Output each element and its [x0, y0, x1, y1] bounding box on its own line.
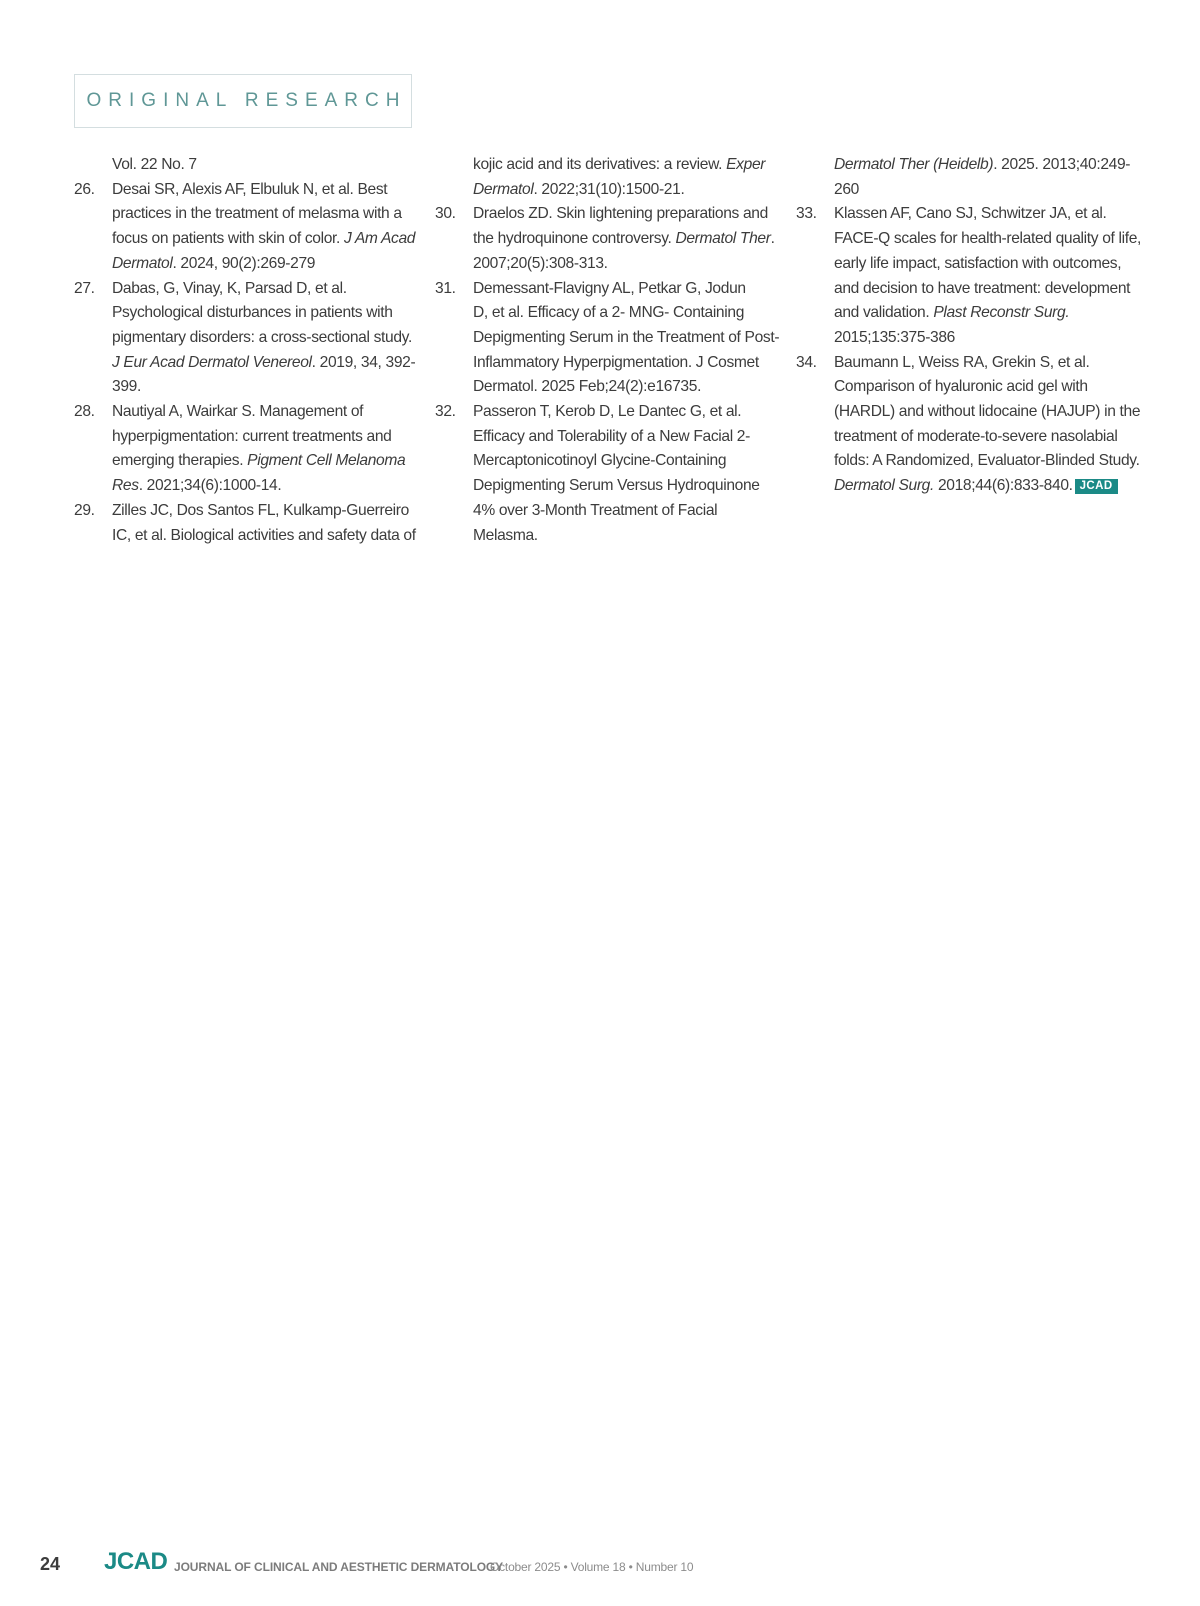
reference-text: Dabas, G, Vinay, K, Parsad D, et al. Psychological disturbances in patients with pigmentary disorders: a cross-sectional study. J Eur Acad Dermatol Venereol. 2019, 34, 392-399.	[112, 279, 416, 396]
reference-text: Baumann L, Weiss RA, Grekin S, et al. Comparison of hyaluronic acid gel with (HARDL) and without lidocaine (HAJUP) in the treatment of moderate-to-severe nasolabial folds: A Randomized, Evaluator-Blinded Study. Dermatol Surg. 2018;44(6):833-840. JCAD	[834, 353, 1141, 495]
reference-text: Desai SR, Alexis AF, Elbuluk N, et al. Best practices in the treatment of melasma with a focus on patients with skin of color. J Am Acad Dermatol. 2024, 90(2):269-279	[112, 180, 416, 272]
jcad-end-badge: JCAD	[1075, 479, 1118, 494]
reference-number: 28.	[74, 403, 95, 421]
page-footer	[40, 1550, 1140, 1590]
references-column-3	[796, 153, 1141, 499]
journal-logo: JCAD	[104, 1548, 168, 1575]
reference-text: Demessant-Flavigny AL, Petkar G, Jodun D, et al. Efficacy of a 2- MNG- Containing Depigmenting Serum in the Treatment of Post-Inflammatory Hyperpigmentation. J Cosmet Dermatol. 2025 Feb;24(2):e16735.	[473, 279, 780, 396]
reference-31	[435, 277, 780, 401]
reference-26	[74, 178, 419, 277]
reference-number: 27.	[74, 279, 95, 297]
reference-text: Passeron T, Kerob D, Le Dantec G, et al. Efficacy and Tolerability of a New Facial 2-Mercaptonicotinoyl Glycine-Containing Depigmenting Serum Versus Hydroquinone 4% over 3-Month Treatment of Facial Melasma.	[473, 403, 760, 544]
journal-title: Exper Dermatol	[473, 156, 766, 198]
references-column-2	[435, 153, 780, 548]
page-number: 24	[40, 1554, 61, 1574]
reference-30	[435, 202, 780, 276]
reference-text: Zilles JC, Dos Santos FL, Kulkamp-Guerreiro IC, et al. Biological activities and safety data of	[112, 501, 416, 544]
reference-text: Vol. 22 No. 7	[112, 156, 197, 173]
journal-name: JOURNAL OF CLINICAL AND AESTHETIC DERMATOLOGY	[174, 1560, 504, 1574]
section-label: ORIGINAL RESEARCH	[86, 90, 407, 111]
reference-text: Nautiyal A, Wairkar S. Management of hyperpigmentation: current treatments and emerging therapies. Pigment Cell Melanoma Res. 2021;34(6):1000-14.	[112, 403, 406, 495]
journal-title: Pigment Cell Melanoma Res	[112, 452, 406, 495]
reference-number: 31.	[435, 279, 456, 297]
journal-title: Dermatol Ther	[675, 230, 771, 248]
reference-text: kojic acid and its derivatives: a review. Exper Dermatol. 2022;31(10):1500-21.	[473, 156, 766, 198]
journal-title: J Am Acad Dermatol	[112, 230, 416, 272]
reference-text: Draelos ZD. Skin lightening preparations and the hydroquinone controversy. Dermatol Ther. 2007;20(5):308-313.	[473, 205, 775, 272]
reference-continuation	[74, 153, 419, 178]
reference-27	[74, 277, 419, 401]
reference-number: 34.	[796, 353, 817, 371]
reference-32	[435, 400, 780, 548]
reference-29	[74, 499, 419, 548]
reference-33	[796, 202, 1141, 350]
journal-title: Plast Reconstr Surg.	[933, 304, 1070, 322]
reference-text: Klassen AF, Cano SJ, Schwitzer JA, et al. FACE-Q scales for health-related quality of life, early life impact, satisfaction with outcomes, and decision to have treatment: development and validation. Plast Reconstr Surg. 2015;135:375-386	[834, 205, 1141, 346]
reference-number: 30.	[435, 205, 456, 223]
reference-28	[74, 400, 419, 499]
reference-number: 26.	[74, 180, 95, 198]
references-column-1	[74, 153, 419, 548]
section-header-box	[74, 74, 412, 128]
reference-number: 32.	[435, 403, 456, 421]
reference-continuation	[435, 153, 780, 202]
reference-text: Dermatol Ther (Heidelb). 2025. 2013;40:249-260	[834, 156, 1131, 198]
reference-34	[796, 351, 1141, 499]
journal-title: J Eur Acad Dermatol Venereol	[112, 353, 312, 371]
issue-info: October 2025 • Volume 18 • Number 10	[490, 1560, 694, 1574]
reference-continuation	[796, 153, 1141, 202]
reference-number: 29.	[74, 501, 95, 519]
journal-title: Dermatol Ther (Heidelb)	[834, 156, 994, 173]
reference-number: 33.	[796, 205, 817, 223]
journal-title: Dermatol Surg.	[834, 477, 934, 495]
